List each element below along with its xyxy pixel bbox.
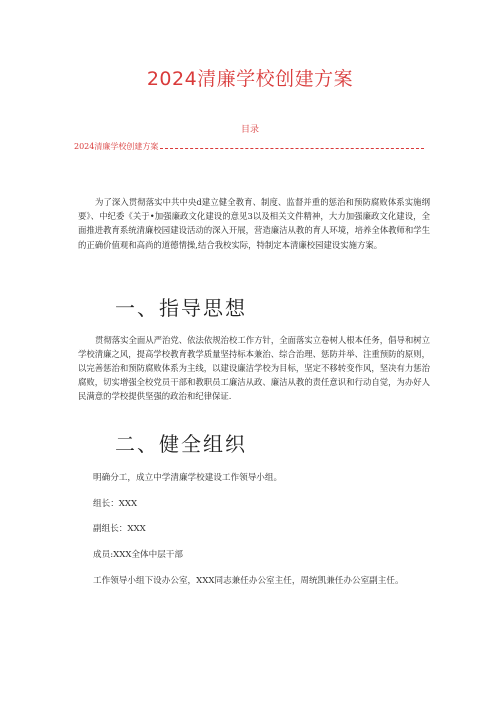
toc-entry-label: 2024清廉学校创建方案 bbox=[74, 142, 159, 151]
organization-line-division: 明确分工，成立中学清廉学校建设工作领导小组。 bbox=[93, 473, 283, 483]
toc-entry-link[interactable] bbox=[74, 141, 424, 152]
organization-line-members: 成员:XXX全体中层干部 bbox=[93, 550, 183, 560]
document-title: 2024清廉学校创建方案 bbox=[146, 68, 354, 90]
toc-leader-line bbox=[160, 147, 424, 149]
toc-heading: 目录 bbox=[240, 125, 259, 135]
organization-line-leader: 组长：XXX bbox=[93, 499, 138, 509]
section-heading-guiding-thought: 一、指导思想 bbox=[115, 296, 247, 320]
organization-line-office: 工作领导小组下设办公室，XXX同志兼任办公室主任，周统凯兼任办公室副主任。 bbox=[93, 576, 404, 586]
section-heading-organization: 二、健全组织 bbox=[115, 432, 247, 456]
organization-line-deputy-leader: 副组长：XXX bbox=[93, 524, 146, 534]
intro-paragraph: 为了深入贯彻落实中共中央d建立健全教育、制度、监督并重的惩治和预防腐败体系实施纲要》、中纪委《关于•加强廉政文化建设的意见3以及相关文件精神，大力加强廉政文化建设，全面推进教育系统清廉校园建设活动的深入开展，营造廉洁从教的育人环境，培养全体教师和学生的正确价值观和高尚的道德情操,结合我校实际，特制定本清廉校园建设实施方案。 bbox=[78, 197, 430, 250]
section-body-guiding-thought: 贯彻落实全面从严治党、依法依规治校工作方针，全面落实立卷树人根本任务，倡导和树立学校清廉之风，提高学校教育教学质量坚持标本兼治、综合治理、惩防并举、注重预防的原则，以完善惩治和预防腐败体系为主线，以建设廉洁学校为目标，坚定不移转变作风，坚决有力惩治腐败，切实增强全校党员干部和教职员工廉洁从政、廉洁从教的责任意识和行动自觉，为办好人民满意的学校提供坚强的政治和纪律保证. bbox=[78, 335, 430, 401]
